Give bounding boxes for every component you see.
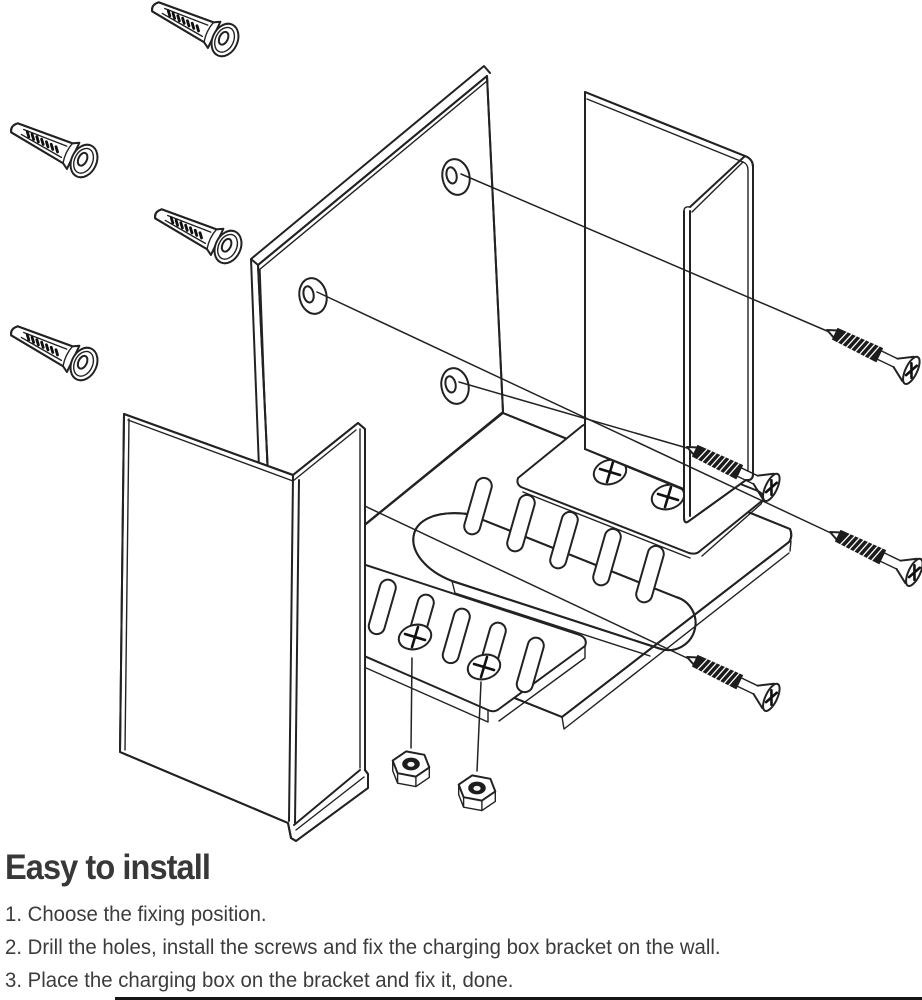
hex-nut-1 (393, 751, 430, 786)
wood-screw-3 (824, 519, 922, 589)
wall-anchor-3 (149, 197, 247, 267)
wall-anchor-2 (5, 111, 103, 181)
wood-screw-1 (821, 317, 922, 387)
instructions-block (5, 848, 917, 997)
wall-anchor-4 (5, 314, 103, 384)
front-left-panel (120, 414, 368, 841)
step-2: 2. Drill the holes, install the screws and fix the charging box bracket on the wall. (5, 936, 721, 959)
hex-nut-2 (459, 775, 496, 810)
step-1: 1. Choose the fixing position. (5, 903, 267, 926)
heading: Easy to install (5, 848, 210, 887)
wall-anchor-1 (146, 0, 244, 61)
wood-screw-4 (681, 644, 783, 714)
step-3: 3. Place the charging box on the bracket and fix it, done. (5, 969, 514, 992)
